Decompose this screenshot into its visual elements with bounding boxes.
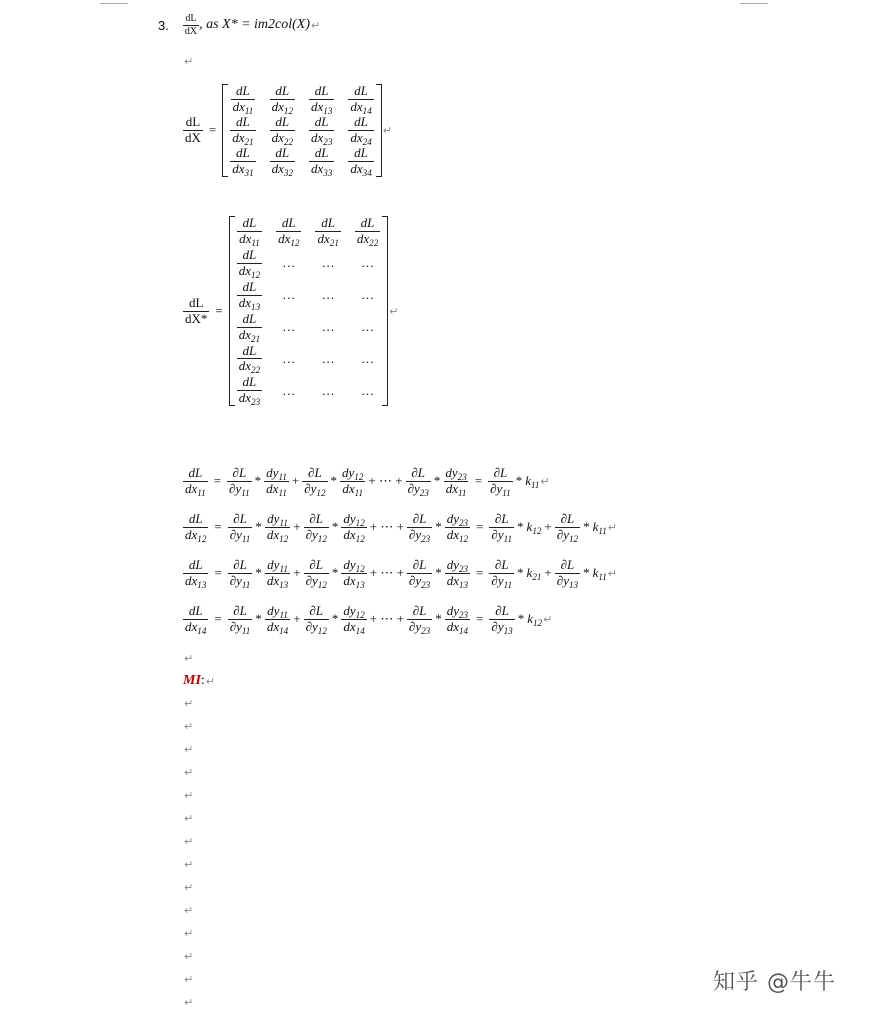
paragraph-mark: ↵ bbox=[184, 858, 194, 871]
matrix-dxstar bbox=[229, 216, 389, 406]
matrix-dx-block bbox=[183, 84, 392, 177]
equation-dx12: $\frac{dL}{dx_{12}}$ = $\frac{\partial L}{\partial y_{11}}$ * $\frac{dy_{11}}{dx_{12}}$ + $\frac{\partial L}{\partial y_{12}}$ * $\frac{dy_{12}}{dx_{12}}$ + ⋯ + $\frac{\partial L}{\partial y_{23}}$ * $\frac{dy_{23}}{dx_{12}}$ = $\frac{\partial L}{\partial y_{11}}$ * $k_{12}$ + $\frac{\partial L}{\partial y_{12}}$ * $k_{11}$ ↵ bbox=[185, 511, 617, 545]
equation-dx13: $\frac{dL}{dx_{13}}$ = $\frac{\partial L}{\partial y_{11}}$ * $\frac{dy_{11}}{dx_{13}}$ + $\frac{\partial L}{\partial y_{12}}$ * $\frac{dy_{12}}{dx_{13}}$ + ⋯ + $\frac{\partial L}{\partial y_{23}}$ * $\frac{dy_{23}}{dx_{13}}$ = $\frac{\partial L}{\partial y_{11}}$ * $k_{21}$ + $\frac{\partial L}{\partial y_{13}}$ * $k_{11}$ ↵ bbox=[185, 557, 617, 591]
matrix-dxstar-lhs bbox=[183, 296, 209, 327]
heading-text: , as X* = im2col(X) bbox=[199, 17, 311, 32]
ellipsis: … bbox=[282, 382, 296, 398]
matrix-dx-lhs bbox=[183, 115, 203, 146]
lhs-num: dL bbox=[188, 294, 204, 310]
ellipsis: … bbox=[321, 319, 335, 335]
mi-label: MI bbox=[183, 673, 201, 688]
paragraph-mark: ↵ bbox=[184, 789, 194, 802]
paragraph-mark: ↵ bbox=[311, 18, 321, 32]
ellipsis: … bbox=[282, 287, 296, 303]
paragraph-mark: ↵ bbox=[184, 904, 194, 917]
paragraph-mark: ↵ bbox=[184, 996, 194, 1009]
matrix-cell: $\frac{dL}{dx_{12}}$ bbox=[271, 83, 293, 117]
paragraph-mark: ↵ bbox=[184, 697, 194, 710]
mi-line: MI : ↵ bbox=[183, 673, 216, 688]
paragraph-mark: ↵ bbox=[389, 304, 399, 318]
paragraph-mark: ↵ bbox=[184, 973, 194, 986]
ellipsis: … bbox=[361, 319, 375, 335]
paragraph-mark: ↵ bbox=[607, 566, 617, 580]
section-heading bbox=[158, 13, 320, 37]
paragraph-mark: ↵ bbox=[184, 835, 194, 848]
matrix-cell: $\frac{dL}{dx_{12}}$ bbox=[238, 246, 261, 280]
ellipsis: … bbox=[321, 382, 335, 398]
matrix-cell: $\frac{dL}{dx_{23}}$ bbox=[238, 374, 261, 408]
matrix-dx bbox=[222, 84, 382, 177]
ellipsis: … bbox=[282, 255, 296, 271]
matrix-cell: $\frac{dL}{dx_{31}}$ bbox=[232, 144, 254, 178]
paragraph-mark: ↵ bbox=[382, 123, 392, 137]
page-corner-left bbox=[100, 0, 128, 4]
paragraph-mark: ↵ bbox=[540, 474, 550, 488]
paragraph-mark: ↵ bbox=[184, 766, 194, 779]
ellipsis: … bbox=[361, 350, 375, 366]
equals-sign: = bbox=[208, 122, 217, 138]
ellipsis: … bbox=[361, 287, 375, 303]
ellipsis: … bbox=[361, 255, 375, 271]
ellipsis: … bbox=[282, 319, 296, 335]
matrix-cell: $\frac{dL}{dx_{12}}$ bbox=[278, 215, 300, 249]
right-bracket bbox=[376, 84, 382, 177]
paragraph-mark: ↵ bbox=[184, 652, 194, 665]
matrix-cell: $\frac{dL}{dx_{11}}$ bbox=[232, 83, 254, 117]
paragraph-mark: ↵ bbox=[184, 881, 194, 894]
matrix-dxstar-block bbox=[183, 216, 398, 406]
paragraph-mark: ↵ bbox=[205, 674, 216, 688]
matrix-cell: $\frac{dL}{dx_{21}}$ bbox=[317, 215, 339, 249]
matrix-cell: $\frac{dL}{dx_{33}}$ bbox=[310, 144, 333, 178]
paragraph-mark: ↵ bbox=[184, 927, 194, 940]
paragraph-mark: ↵ bbox=[184, 720, 194, 733]
heading-frac-den: dX bbox=[184, 25, 198, 37]
ellipsis: … bbox=[282, 350, 296, 366]
matrix-cell: $\frac{dL}{dx_{34}}$ bbox=[350, 144, 372, 178]
matrix-cell: $\frac{dL}{dx_{22}}$ bbox=[356, 215, 379, 249]
left-bracket bbox=[229, 216, 235, 406]
paragraph-mark: ↵ bbox=[607, 520, 617, 534]
matrix-dx-grid bbox=[230, 84, 374, 177]
right-bracket bbox=[382, 216, 388, 406]
equation-dx11: $\frac{dL}{dx_{11}}$ = $\frac{\partial L}{\partial y_{11}}$ * $\frac{dy_{11}}{dx_{11}}$ + $\frac{\partial L}{\partial y_{12}}$ * $\frac{dy_{12}}{dx_{11}}$ + ⋯ + $\frac{\partial L}{\partial y_{23}}$ * $\frac{dy_{23}}{dx_{11}}$ = $\frac{\partial L}{\partial y_{11}}$ * $k_{11}$ ↵ bbox=[185, 465, 550, 499]
paragraph-mark: ↵ bbox=[184, 743, 194, 756]
zhihu-watermark: 知乎 @牛牛 bbox=[713, 970, 836, 995]
matrix-cell: $\frac{dL}{dx_{24}}$ bbox=[350, 113, 372, 147]
paragraph-mark: ↵ bbox=[184, 950, 194, 963]
paragraph-mark: ↵ bbox=[543, 612, 553, 626]
matrix-cell: $\frac{dL}{dx_{21}}$ bbox=[232, 113, 254, 147]
matrix-cell: $\frac{dL}{dx_{13}}$ bbox=[238, 278, 261, 312]
matrix-cell: $\frac{dL}{dx_{23}}$ bbox=[310, 113, 333, 147]
equation-dx14: $\frac{dL}{dx_{14}}$ = $\frac{\partial L}{\partial y_{11}}$ * $\frac{dy_{11}}{dx_{14}}$ + $\frac{\partial L}{\partial y_{12}}$ * $\frac{dy_{12}}{dx_{14}}$ + ⋯ + $\frac{\partial L}{\partial y_{23}}$ * $\frac{dy_{23}}{dx_{14}}$ = $\frac{\partial L}{\partial y_{13}}$ * $k_{12}$ ↵ bbox=[185, 603, 553, 637]
ellipsis: … bbox=[321, 287, 335, 303]
lhs-den: dX bbox=[185, 129, 201, 145]
equals-sign: = bbox=[215, 303, 223, 319]
matrix-cell: $\frac{dL}{dx_{13}}$ bbox=[310, 83, 333, 117]
heading-frac-num: dL bbox=[185, 13, 197, 24]
matrix-cell: $\frac{dL}{dx_{22}}$ bbox=[238, 342, 261, 376]
ellipsis: … bbox=[321, 350, 335, 366]
paragraph-mark: ↵ bbox=[184, 812, 194, 825]
matrix-cell: $\frac{dL}{dx_{32}}$ bbox=[271, 144, 293, 178]
matrix-cell: $\frac{dL}{dx_{11}}$ bbox=[239, 215, 260, 249]
lhs-num: dL bbox=[185, 113, 201, 129]
ellipsis: … bbox=[361, 382, 375, 398]
heading-fraction bbox=[183, 13, 199, 37]
matrix-dxstar-grid bbox=[237, 216, 381, 406]
lhs-den: dX* bbox=[185, 310, 208, 326]
left-bracket bbox=[222, 84, 228, 177]
matrix-cell: $\frac{dL}{dx_{22}}$ bbox=[271, 113, 293, 147]
section-number: 3. bbox=[158, 17, 169, 33]
page-corner-right bbox=[740, 0, 768, 4]
matrix-cell: $\frac{dL}{dx_{14}}$ bbox=[350, 83, 372, 117]
matrix-cell: $\frac{dL}{dx_{21}}$ bbox=[238, 310, 261, 344]
paragraph-mark: ↵ bbox=[184, 55, 194, 68]
ellipsis: … bbox=[321, 255, 335, 271]
